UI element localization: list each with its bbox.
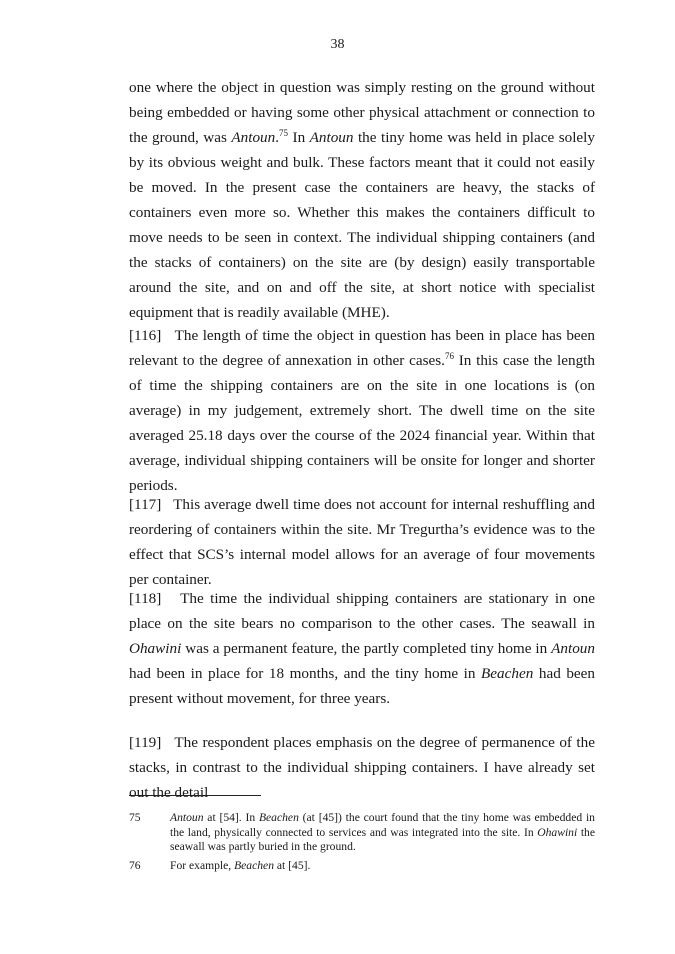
text-run: The time the individual shipping containers are stationary in one place on the site bears no comparison to the other cases. The seawall in [129, 590, 595, 632]
paragraph-text [129, 79, 595, 321]
text-run: (at [45]) the court found that the tiny home was embedded in the land, physically connected to services and was integrated into the site. In [170, 811, 595, 839]
paragraph-number: [118] [129, 590, 162, 607]
paragraph-text [129, 734, 595, 801]
footnote-text [170, 859, 595, 874]
paragraph-continuation [129, 75, 595, 325]
footnote-text [170, 811, 595, 855]
text-run: The length of time the object in question has been in place has been relevant to the degree of annexation in other cases. [129, 327, 595, 369]
paragraph-text [129, 496, 595, 588]
paragraph-number: [119] [129, 734, 162, 751]
case-name: Beachen [258, 811, 299, 824]
text-run: had been present without movement, for three years. [129, 665, 595, 707]
paragraph-117 [129, 492, 595, 592]
footnote-divider [129, 795, 261, 796]
paragraph-118 [129, 586, 595, 711]
text-run: This average dwell time does not account for internal reshuffling and reordering of containers within the site. Mr Tregurtha’s evidence was to the effect that SCS’s internal model allows for an average of four movements per container. [129, 496, 595, 588]
paragraph-text [129, 590, 595, 707]
text-run: at [54]. In [203, 811, 259, 824]
text-run: at [45]. [274, 859, 311, 872]
case-name: Beachen [481, 665, 534, 682]
case-name: Antoun [309, 129, 354, 146]
footnote-number: 75 [129, 811, 141, 824]
text-run: the tiny home was held in place solely by its obvious weight and bulk. These factors meant that it could not easily be moved. In the present case the containers are heavy, the stacks of containers even more so. Whether this makes the containers difficult to move needs to be seen in context. The individual shipping containers (and the stacks of containers) on the site are (by design) easily transportable around the site, and on and off the site, at short notice with specialist equipment that is readily available (MHE). [129, 129, 595, 321]
paragraph-text [129, 327, 595, 494]
paragraph-116 [129, 323, 595, 498]
text-run: had been in place for 18 months, and the tiny home in [129, 665, 482, 682]
case-name: Ohawini [537, 825, 578, 839]
paragraph-119 [129, 730, 595, 805]
case-name: Beachen [234, 859, 274, 872]
text-run: was a permanent feature, the partly completed tiny home in [181, 640, 552, 657]
page-number: 38 [330, 37, 345, 52]
text-run: For example, [170, 859, 235, 872]
text-run: the seawall was partly buried in the ground. [170, 825, 596, 853]
footnote-number: 76 [129, 859, 141, 872]
footnote-reference: 75 [279, 128, 289, 138]
paragraph-number: [116] [129, 327, 162, 344]
paragraph-number: [117] [129, 496, 162, 513]
text-run: . [275, 129, 280, 146]
text-run: In this case the length of time the shipping containers are on the site in one locations is (on average) in my judgement, extremely short. The dwell time on the site averaged 25.18 days over the course of the 2024 financial year. Within that average, individual shipping containers will be onsite for longer and shorter periods. [129, 352, 595, 494]
case-name: Antoun [551, 640, 595, 657]
text-run: In [288, 129, 310, 146]
case-name: Antoun [231, 129, 276, 146]
footnote-reference: 76 [444, 351, 454, 361]
case-name: Ohawini [129, 640, 182, 657]
text-run: The respondent places emphasis on the degree of permanence of the stacks, in contrast to the individual shipping containers. I have already set out the detail [129, 734, 595, 801]
case-name: Antoun [170, 811, 204, 824]
text-run: one where the object in question was simply resting on the ground without being embedded or having some other physical attachment or connection to the ground, was [129, 79, 595, 146]
